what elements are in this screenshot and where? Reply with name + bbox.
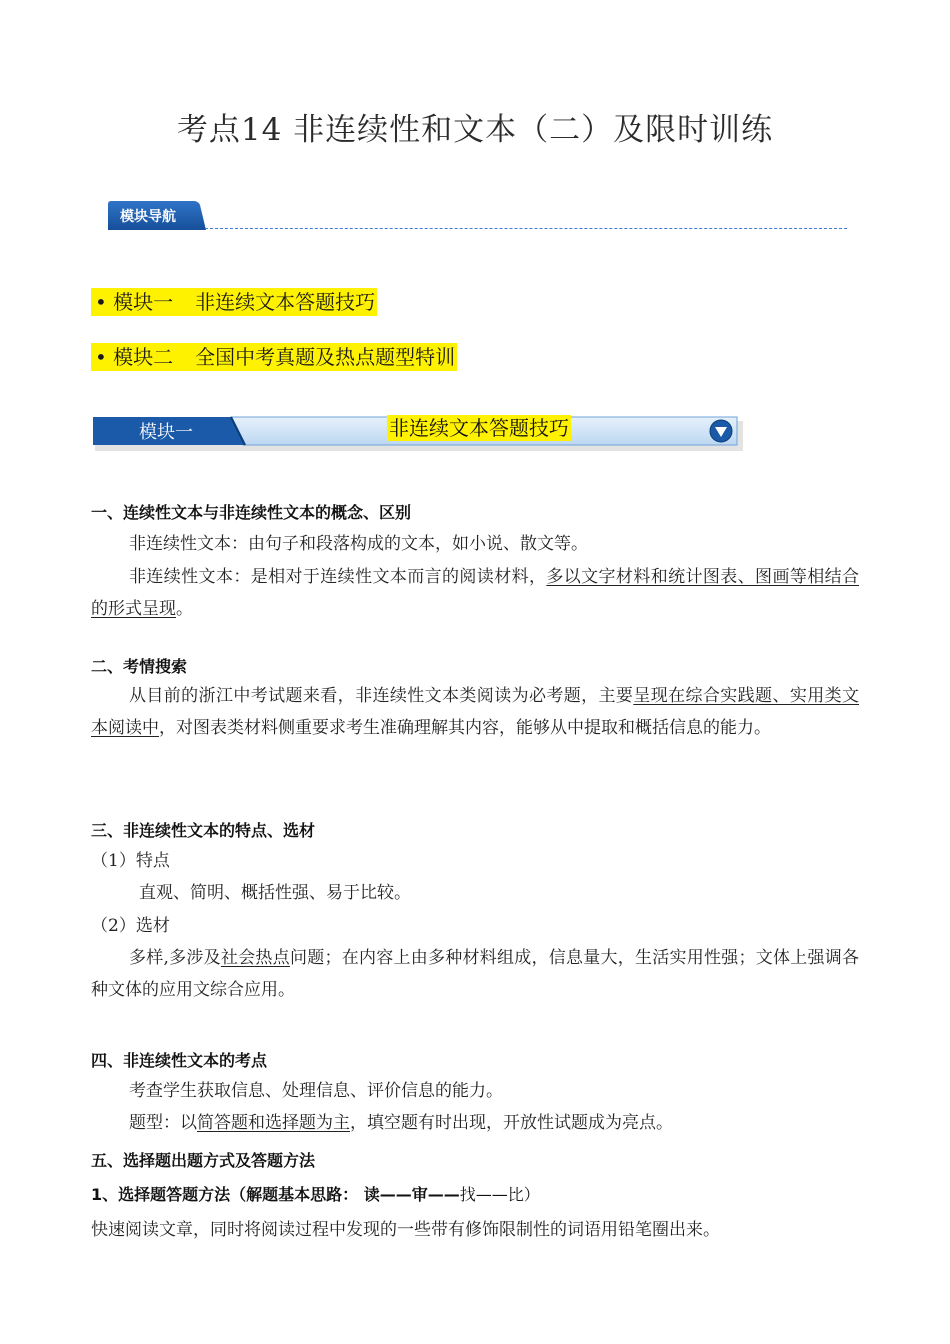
toc-module-1-label: 非连续文本答题技巧 [195, 290, 376, 314]
section-3-para-text: 多样,多涉及 [129, 948, 221, 968]
page-title: 考点14 非连续性和文本（二）及限时训练 [176, 112, 774, 148]
module-nav-tab [106, 200, 206, 230]
section-2-para-text: 从目前的浙江中考试题来看，非连续性文本类阅读为必考题，主要 [129, 686, 634, 706]
section-3-sub-1: （1）特点 [91, 851, 170, 871]
banner-title: 非连续文本答题技巧 [389, 416, 569, 440]
section-5-subheading [91, 1182, 540, 1205]
toc-item-module-2[interactable] [91, 343, 457, 371]
section-2-para [91, 680, 859, 744]
section-4-para-2-underline: 简答题和选择题为主 [197, 1113, 350, 1133]
section-5-sub-bold: 1、选择题答题方法（解题基本思路： 读——审—— [91, 1185, 460, 1204]
section-2-para-underline: 呈现在综合实践题、实用类文本阅读中 [91, 686, 860, 738]
section-5-sub-normal: 找——比） [459, 1185, 540, 1204]
section-1-para-2-text: 非连续性文本：是相对于连续性文本而言的阅读材料， [129, 567, 547, 587]
section-2-para-end: ，对图表类材料侧重要求考生准确理解其内容，能够从中提取和概括信息的能力。 [159, 718, 771, 738]
banner-module-label: 模块一 [139, 422, 193, 443]
section-4-para-2-text: 题型：以 [129, 1113, 197, 1133]
toc-module-2-label: 全国中考真题及热点题型特训 [195, 345, 456, 369]
nav-divider [205, 228, 847, 229]
section-2-heading: 二、考情搜索 [91, 657, 188, 676]
section-1-para-1: 非连续性文本：由句子和段落构成的文本，如小说、散文等。 [129, 534, 588, 554]
section-5-para: 快速阅读文章，同时将阅读过程中发现的一些带有修饰限制性的词语用铅笔圈出来。 [91, 1220, 720, 1240]
section-4-para-1: 考查学生获取信息、处理信息、评价信息的能力。 [129, 1081, 503, 1101]
section-1-para-2-underline: 多以文字材料和统计图表、图画等相结合的形式呈现 [91, 567, 860, 619]
section-1-para-2-end: 。 [176, 599, 193, 619]
section-3-sub-1-text: 直观、简明、概括性强、易于比较。 [139, 883, 411, 903]
section-4-para-2 [91, 1107, 859, 1139]
section-1-heading: 一、连续性文本与非连续性文本的概念、区别 [91, 503, 412, 522]
section-4-para-2-end: ，填空题有时出现，开放性试题成为亮点。 [350, 1113, 673, 1133]
toc-module-1-prefix: • 模块一 [95, 290, 174, 314]
section-3-heading: 三、非连续性文本的特点、选材 [91, 821, 316, 840]
section-3-para [91, 942, 859, 1006]
toc-item-module-1[interactable] [91, 288, 377, 316]
section-3-para-underline: 社会热点 [220, 948, 290, 968]
section-1-para-2 [91, 561, 859, 625]
section-4-heading: 四、非连续性文本的考点 [91, 1051, 268, 1070]
nav-tab-label: 模块导航 [120, 209, 176, 225]
toc-module-2-prefix: • 模块二 [95, 345, 174, 369]
section-3-para-end: 问题；在内容上由多种材料组成，信息量大，生活实用性强；文体上强调各种文体的应用文综合应用。 [91, 948, 860, 1000]
chevron-down-icon[interactable] [709, 419, 733, 443]
section-5-heading: 五、选择题出题方式及答题方法 [91, 1151, 316, 1170]
section-3-sub-2: （2）选材 [91, 916, 170, 936]
module-banner [91, 415, 743, 451]
